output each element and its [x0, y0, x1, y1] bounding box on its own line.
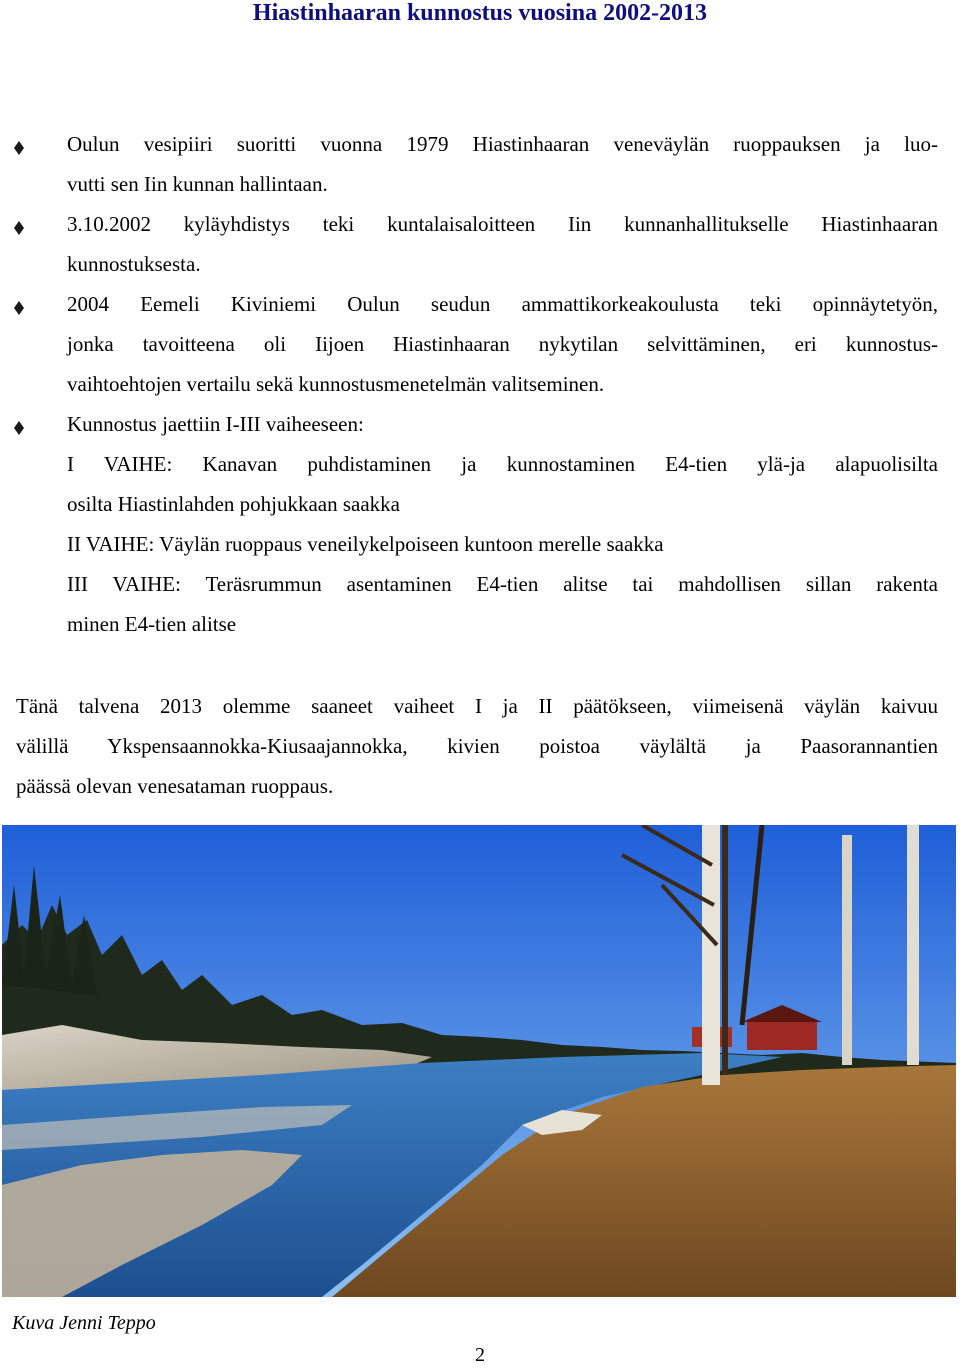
bullet-item — [0, 204, 960, 284]
bullet-line: kunnostuksesta. — [67, 252, 201, 276]
bullet-line: vutti sen Iin kunnan hallintaan. — [67, 172, 328, 196]
bullet-line: 3.10.2002 kyläyhdistys teki kuntalaisaloitteen Iin kunnanhallitukselle Hiastinhaaran — [67, 212, 938, 236]
page-number: 2 — [475, 1344, 485, 1366]
phase-line: osilta Hiastinlahden pohjukkaan saakka — [67, 492, 400, 516]
summary-paragraph — [16, 686, 938, 806]
bullet-line: 2004 Eemeli Kiviniemi Oulun seudun ammattikorkeakoulusta teki opinnäytetyön, — [67, 292, 938, 316]
river-photo — [2, 825, 956, 1297]
paragraph-line: välillä Ykspensaannokka-Kiusaajannokka, kivien poistoa väylältä ja Paasorannantien — [16, 734, 938, 758]
diamond-bullet-icon — [14, 221, 24, 235]
diamond-bullet-icon — [14, 301, 24, 315]
bullet-list — [0, 124, 960, 644]
bullet-item — [0, 284, 960, 404]
bullet-item — [0, 404, 960, 644]
bullet-line: jonka tavoitteena oli Iijoen Hiastinhaaran nykytilan selvittäminen, eri kunnostus- — [67, 332, 938, 356]
bullet-line: Kunnostus jaettiin I-III vaiheeseen: — [67, 412, 364, 436]
phase-line: III VAIHE: Teräsrummun asentaminen E4-tien alitse tai mahdollisen sillan rakenta — [67, 572, 938, 596]
bullet-line: Oulun vesipiiri suoritti vuonna 1979 Hiastinhaaran veneväylän ruoppauksen ja luo- — [67, 132, 938, 156]
phase-line: II VAIHE: Väylän ruoppaus veneilykelpoiseen kuntoon merelle saakka — [67, 532, 664, 556]
paragraph-line: Tänä talvena 2013 olemme saaneet vaiheet I ja II päätökseen, viimeisenä väylän kaivuu — [16, 694, 938, 718]
river-landscape-image — [2, 825, 956, 1297]
photo-caption: Kuva Jenni Teppo — [12, 1312, 156, 1334]
phase-line: I VAIHE: Kanavan puhdistaminen ja kunnostaminen E4-tien ylä-ja alapuolisilta — [67, 452, 938, 476]
paragraph-line: päässä olevan venesataman ruoppaus. — [16, 774, 334, 798]
bullet-line: vaihtoehtojen vertailu sekä kunnostusmenetelmän valitseminen. — [67, 372, 605, 396]
phase-line: minen E4-tien alitse — [67, 612, 237, 636]
page-title: Hiastinhaaran kunnostus vuosina 2002-2013 — [252, 0, 708, 26]
diamond-bullet-icon — [14, 141, 24, 155]
diamond-bullet-icon — [14, 421, 24, 435]
bullet-item — [0, 124, 960, 204]
